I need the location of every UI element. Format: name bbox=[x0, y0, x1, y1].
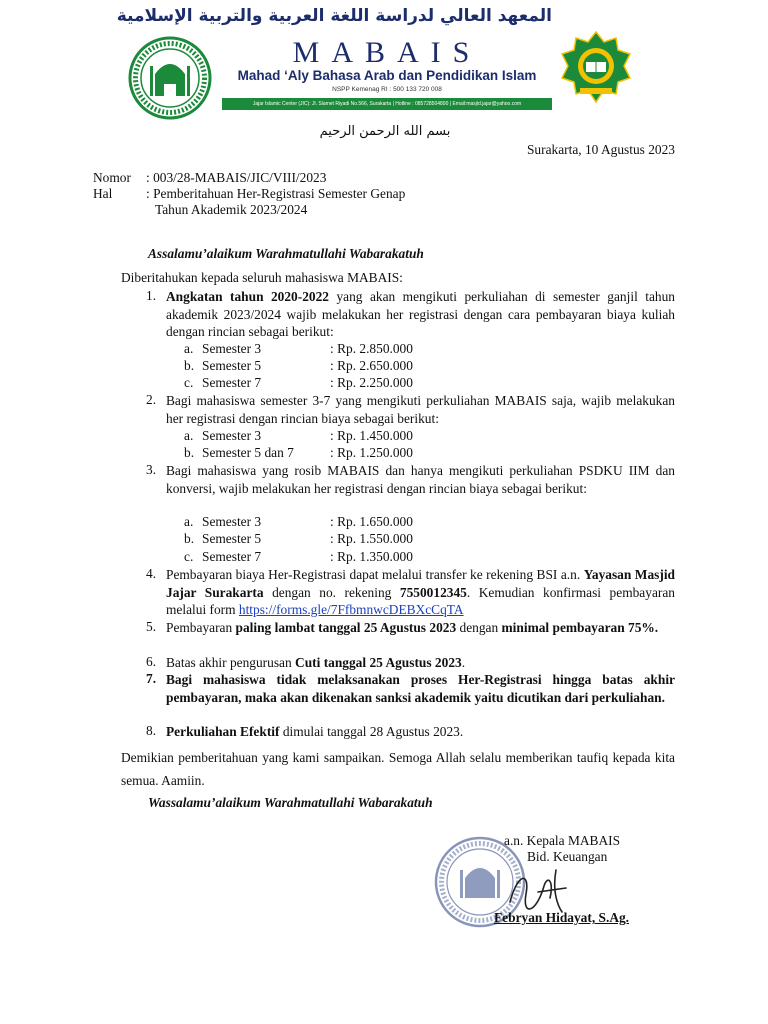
fee-letter: a. bbox=[184, 514, 194, 529]
contact-line: Jajar Islamic Center (JIC): Jl. Slamet Riyadi No.566, Surakarta | Hotline : 085728504800 | Email:masjid.jajar@yahoo.com bbox=[252, 101, 522, 107]
list-item-8 bbox=[148, 723, 675, 741]
place-date: Surakarta, 10 Agustus 2023 bbox=[526, 142, 675, 157]
institution-seal-logo bbox=[128, 36, 212, 120]
item-body: dengan no. rekening bbox=[263, 584, 400, 600]
account-number: 7550012345 bbox=[399, 584, 467, 600]
item-number: 5. bbox=[146, 619, 157, 634]
farewell: Wassalamu’alaikum Warahmatullahi Wabarakatuh bbox=[148, 795, 433, 810]
fee-amount: : Rp. 2.250.000 bbox=[330, 375, 413, 390]
nomor-value: : 003/28-MABAIS/JIC/VIII/2023 bbox=[146, 170, 327, 185]
fee-label: Semester 5 bbox=[202, 531, 262, 546]
item-body: yang akan mengikuti perkuliahan di semester ganjil tahun akademik 2023/2024 wajib melakukan her registrasi dengan cara pembayaran biaya kuliah dengan rincian sebagai berikut: bbox=[166, 289, 675, 339]
item-text bbox=[166, 288, 675, 341]
item-number: 3. bbox=[146, 462, 157, 477]
item-text bbox=[166, 654, 675, 672]
fee-letter: b. bbox=[184, 445, 195, 460]
closing-paragraph: Demikian pemberitahuan yang kami sampaikan. Semoga Allah selalu memberikan taufiq kepada kita semua. Aamiin. bbox=[121, 750, 675, 788]
contact-bar bbox=[222, 98, 552, 110]
list-item-4 bbox=[148, 566, 675, 619]
item-bold-lead: Angkatan tahun 2020-2022 bbox=[166, 289, 329, 304]
item-text bbox=[166, 566, 675, 619]
item-body: Pembayaran bbox=[166, 620, 236, 635]
item-body: dengan bbox=[456, 620, 502, 635]
fee-letter: c. bbox=[184, 375, 194, 390]
fee-amount: : Rp. 1.250.000 bbox=[330, 445, 413, 460]
item-number: 1. bbox=[146, 288, 157, 303]
fee-label: Semester 7 bbox=[202, 375, 262, 390]
fee-letter: a. bbox=[184, 428, 194, 443]
signature-division: Bid. Keuangan bbox=[527, 849, 608, 864]
payment-deadline: paling lambat tanggal 25 Agustus 2023 bbox=[235, 620, 457, 635]
item-body: Batas akhir pengurusan bbox=[166, 655, 296, 670]
fee-label: Semester 5 bbox=[202, 358, 262, 373]
fee-label: Semester 3 bbox=[202, 514, 262, 529]
fee-amount: : Rp. 2.850.000 bbox=[330, 341, 413, 356]
item-number: 8. bbox=[146, 723, 157, 738]
nspp-number: NSPP Kemenag RI : 500 133 720 008 bbox=[332, 86, 442, 93]
intro-text: Diberitahukan kepada seluruh mahasiswa MABAIS: bbox=[121, 270, 403, 285]
item-body: . bbox=[461, 655, 466, 670]
item-text: Bagi mahasiswa yang rosib MABAIS dan hanya mengikuti perkuliahan PSDKU IIM dan konversi, wajib melakukan her registrasi dengan rincian biaya sebagai berikut: bbox=[166, 463, 675, 496]
list-item-5 bbox=[148, 619, 675, 637]
basmala: بسم الله الرحمن الرحيم bbox=[319, 124, 451, 139]
fee-amount: : Rp. 1.450.000 bbox=[330, 428, 413, 443]
item-body: . Kemudian konfirmasi pembayaran melalui form bbox=[166, 584, 675, 617]
list-item-2 bbox=[148, 392, 675, 427]
hal-value-line-2: Tahun Akademik 2023/2024 bbox=[155, 202, 308, 217]
item-number: 7. bbox=[146, 671, 157, 686]
fee-letter: c. bbox=[184, 549, 194, 564]
confirmation-form-link[interactable]: https://forms.gle/7FfbmnwcDEBXcCqTA bbox=[238, 602, 464, 617]
leave-deadline: Cuti tanggal 25 Agustus 2023 bbox=[295, 655, 462, 670]
account-name: Yayasan Masjid Jajar Surakarta bbox=[166, 567, 675, 600]
nomor-label: Nomor bbox=[93, 170, 131, 185]
fee-amount: : Rp. 1.550.000 bbox=[330, 531, 413, 546]
effective-lectures: Perkuliahan Efektif bbox=[166, 724, 280, 739]
item-number: 2. bbox=[146, 392, 157, 407]
arabic-institution-name: المعهد العالي لدراسة اللغة العربية والتربية الإسلامية bbox=[116, 6, 552, 26]
fee-label: Semester 7 bbox=[202, 549, 262, 564]
letterhead bbox=[0, 0, 768, 120]
fee-letter: a. bbox=[184, 341, 194, 356]
item-body: dimulai tanggal 28 Agustus 2023. bbox=[279, 724, 464, 739]
fee-label: Semester 5 dan 7 bbox=[202, 445, 294, 460]
item-text: Bagi mahasiswa tidak melaksanakan proses Her-Registrasi hingga batas akhir pembayaran, maka akan dikenakan sanksi akademik yaitu dicutikan dari perkuliahan. bbox=[166, 672, 675, 705]
institution-full-name: Mahad ‘Aly Bahasa Arab dan Pendidikan Islam bbox=[237, 68, 537, 83]
item-body: Pembayaran biaya Her-Registrasi dapat melalui transfer ke rekening BSI a.n. bbox=[166, 567, 584, 582]
fee-letter: b. bbox=[184, 358, 195, 373]
item-text: Bagi mahasiswa semester 3-7 yang mengikuti perkuliahan MABAIS saja, wajib melakukan her registrasi dengan rincian biaya sebagai berikut: bbox=[166, 393, 675, 426]
greeting: Assalamu’alaikum Warahmatullahi Wabarakatuh bbox=[148, 246, 424, 261]
ministry-emblem-logo bbox=[558, 30, 634, 106]
fee-amount: : Rp. 1.350.000 bbox=[330, 549, 413, 564]
item-number: 4. bbox=[146, 566, 157, 581]
list-item-6 bbox=[148, 654, 675, 672]
item-number: 6. bbox=[146, 654, 157, 669]
fee-label: Semester 3 bbox=[202, 428, 262, 443]
hal-value: : Pemberitahuan Her-Registrasi Semester Genap bbox=[146, 186, 406, 201]
list-item-1 bbox=[148, 288, 675, 341]
institution-short-name: MABAIS bbox=[292, 36, 482, 69]
signatory-name: Febryan Hidayat, S.Ag. bbox=[494, 910, 630, 925]
fee-letter: b. bbox=[184, 531, 195, 546]
hal-label: Hal bbox=[93, 186, 113, 201]
item-text bbox=[166, 723, 675, 741]
list-item-3 bbox=[148, 462, 675, 497]
signature-on-behalf: a.n. Kepala MABAIS bbox=[504, 833, 621, 848]
item-text bbox=[166, 619, 675, 637]
list-item-7 bbox=[148, 671, 675, 706]
fee-amount: : Rp. 2.650.000 bbox=[330, 358, 413, 373]
fee-label: Semester 3 bbox=[202, 341, 262, 356]
minimum-payment: minimal pembayaran 75%. bbox=[501, 620, 659, 635]
fee-amount: : Rp. 1.650.000 bbox=[330, 514, 413, 529]
